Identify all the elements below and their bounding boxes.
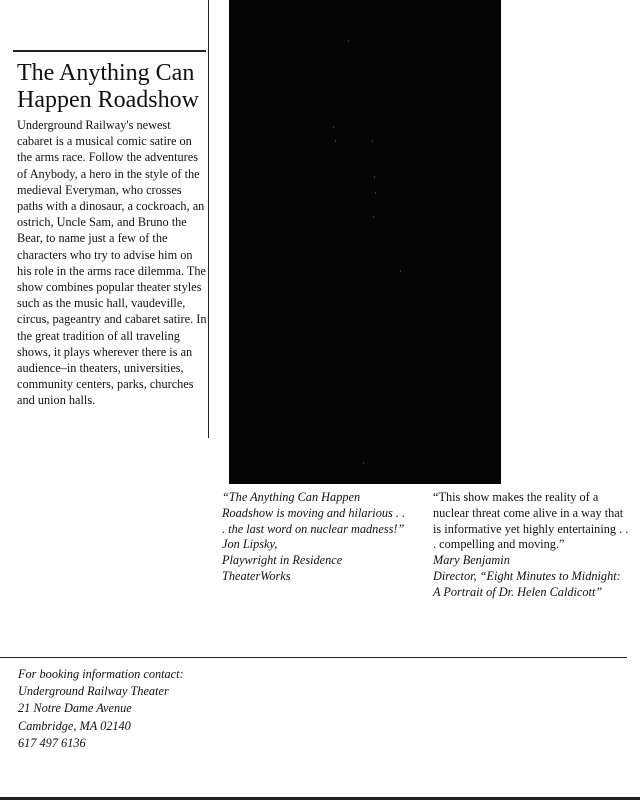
quote-organization: A Portrait of Dr. Helen Caldicott” [433, 584, 603, 599]
quote-role: Playwright in Residence [222, 553, 343, 568]
quote-author: Jon Lipsky, [222, 537, 278, 552]
quote-author: Mary Benjamin [433, 553, 510, 568]
show-description: Underground Railway's newest cabaret is a musical comic satire on the arms race. Follow the adventures of Anybody, a hero in the style of the medieval Everyman, who crosses paths with a dinosaur, a cockroach, an ostrich, Uncle Sam, and Bruno the Bear, to name just a few of the characters who try to advise him on his role in the arms race dilemma. The show combines popular theater styles such as the music hall, vaudeville, circus, pageantry and cabaret satire. In the great tradition of all traveling shows, it plays wherever there is an audience–in theaters, universities, community centers, parks, churches and union halls. [17, 118, 207, 408]
quote-lipsky [222, 490, 407, 585]
quote-organization: TheaterWorks [222, 568, 291, 583]
booking-rule [0, 657, 627, 658]
booking-city: Cambridge, MA 02140 [18, 718, 131, 733]
title-rule [13, 50, 206, 52]
stage-photo [229, 0, 501, 484]
booking-name: Underground Railway Theater [18, 684, 169, 699]
booking-contact [18, 666, 318, 752]
quote-text: “This show makes the reality of a nuclear threat come alive in a way that is informative yet highly entertaining . . . compelling and moving.” [433, 490, 629, 552]
quote-text: “The Anything Can Happen Roadshow is moving and hilarious . . . the last word on nuclear madness!” [222, 490, 406, 536]
booking-heading: For booking information contact: [18, 667, 184, 681]
page-title: The Anything Can Happen Roadshow [17, 60, 199, 113]
quote-role: Director, “Eight Minutes to Midnight: [433, 568, 621, 583]
booking-phone: 617 497 6136 [18, 735, 86, 750]
quote-benjamin [433, 490, 633, 601]
booking-street: 21 Notre Dame Avenue [18, 701, 132, 716]
